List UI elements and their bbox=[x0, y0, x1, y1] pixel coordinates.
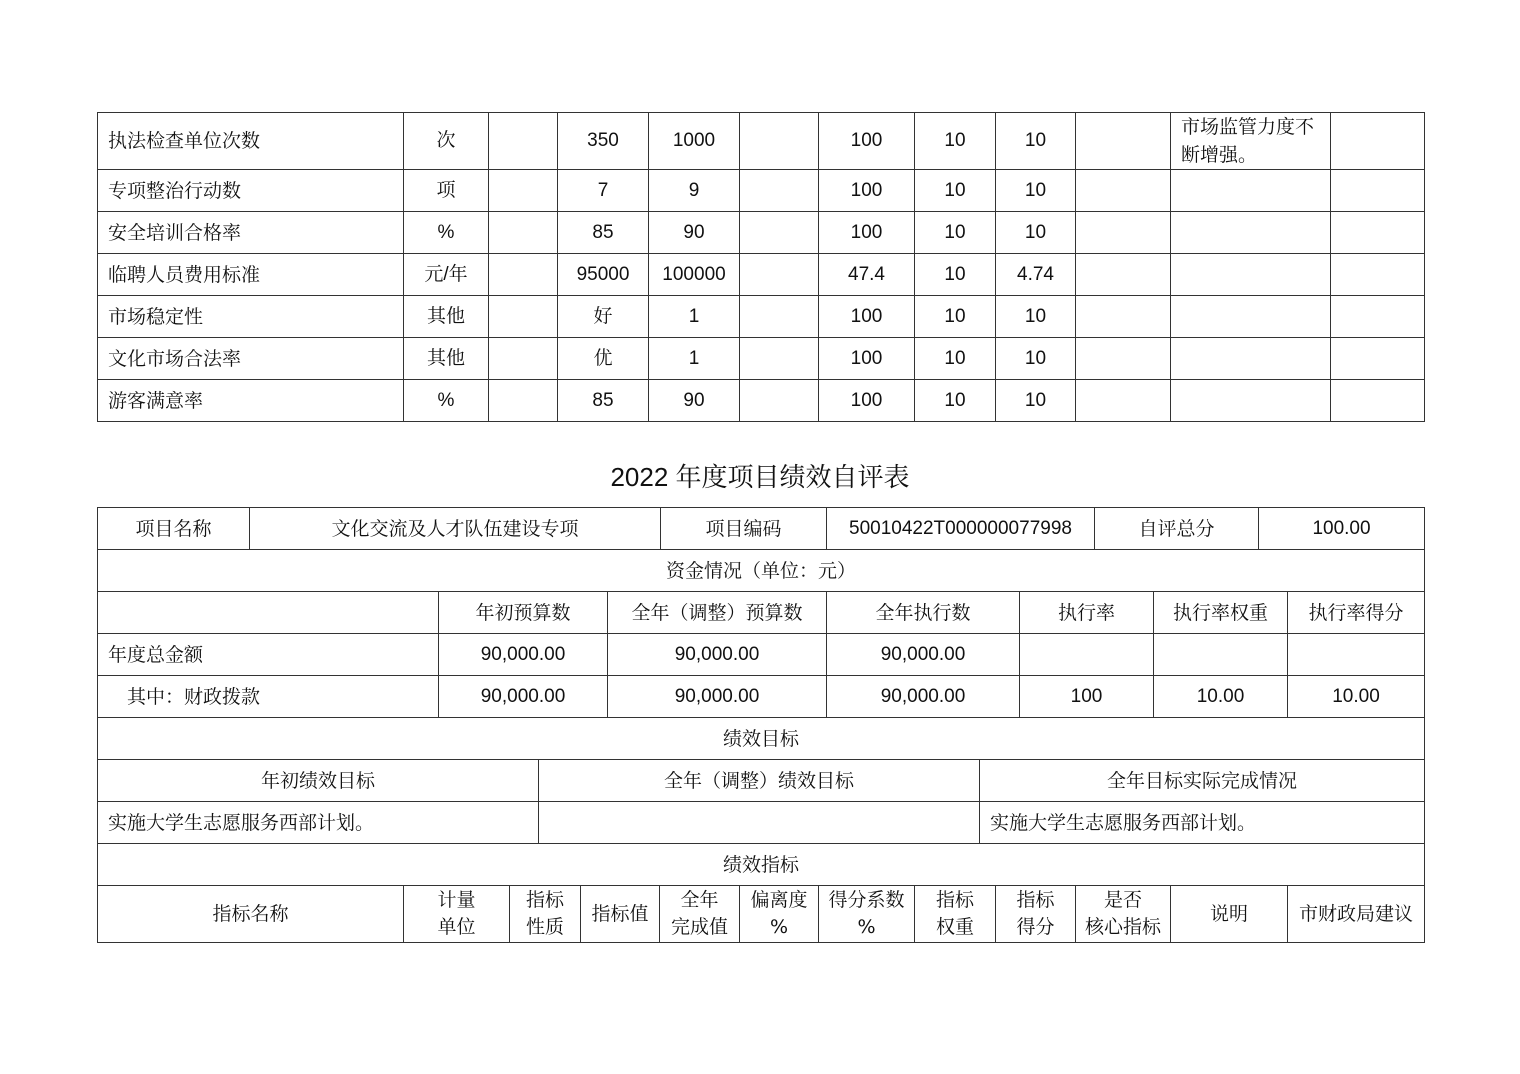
indicator-cell: 10 bbox=[915, 113, 996, 170]
indicator-cell: 9 bbox=[649, 170, 740, 212]
project-code: 50010422T000000077998 bbox=[827, 508, 1095, 550]
table-row bbox=[97, 295, 1425, 338]
project-info-row bbox=[97, 507, 1425, 550]
funds-column-header: 执行率 bbox=[1020, 592, 1154, 634]
funds-value bbox=[1288, 634, 1425, 676]
indicator-cell: 10 bbox=[915, 296, 996, 338]
indicator-cell: 100 bbox=[819, 296, 915, 338]
indicator-cell: 47.4 bbox=[819, 254, 915, 296]
indicator-name: 安全培训合格率 bbox=[98, 212, 404, 254]
indicator-cell bbox=[1171, 212, 1331, 254]
indicator-cell: 7 bbox=[558, 170, 649, 212]
indicator-cell: 85 bbox=[558, 380, 649, 422]
funds-value: 100 bbox=[1020, 676, 1154, 718]
indicator-cell: % bbox=[404, 380, 489, 422]
indicator-column-header: 得分系数 % bbox=[819, 886, 915, 943]
funds-column-header: 执行率权重 bbox=[1154, 592, 1288, 634]
funds-value: 90,000.00 bbox=[608, 676, 827, 718]
section-row bbox=[97, 717, 1425, 760]
table-row bbox=[97, 253, 1425, 296]
indicator-cell bbox=[489, 338, 558, 380]
goals-section-header: 绩效目标 bbox=[98, 718, 1425, 760]
indicator-name: 临聘人员费用标准 bbox=[98, 254, 404, 296]
funds-column-header: 执行率得分 bbox=[1288, 592, 1425, 634]
indicator-cell bbox=[1331, 254, 1425, 296]
indicator-cell bbox=[1076, 113, 1171, 170]
indicator-cell: 项 bbox=[404, 170, 489, 212]
indicator-cell bbox=[1171, 296, 1331, 338]
indicator-cell bbox=[489, 380, 558, 422]
table-row bbox=[97, 379, 1425, 422]
indicator-cell: 好 bbox=[558, 296, 649, 338]
indicator-cell bbox=[1076, 170, 1171, 212]
page-title: 2022 年度项目绩效自评表 bbox=[610, 462, 910, 492]
indicator-column-header: 指标值 bbox=[581, 886, 660, 943]
funds-row bbox=[97, 675, 1425, 718]
funds-column-header: 全年执行数 bbox=[827, 592, 1020, 634]
indicator-cell bbox=[1171, 380, 1331, 422]
funds-value bbox=[1020, 634, 1154, 676]
indicator-cell: 350 bbox=[558, 113, 649, 170]
indicator-cell: 1 bbox=[649, 338, 740, 380]
indicator-name: 游客满意率 bbox=[98, 380, 404, 422]
funds-column-header: 全年（调整）预算数 bbox=[608, 592, 827, 634]
goals-column-header: 全年（调整）绩效目标 bbox=[539, 760, 980, 802]
table-row bbox=[97, 112, 1425, 170]
goal-text: 实施大学生志愿服务西部计划。 bbox=[980, 802, 1425, 844]
section-row bbox=[97, 843, 1425, 886]
indicator-cell: 100 bbox=[819, 380, 915, 422]
indicator-cell bbox=[740, 212, 819, 254]
indicator-cell: % bbox=[404, 212, 489, 254]
funds-value: 10.00 bbox=[1288, 676, 1425, 718]
indicator-cell: 100000 bbox=[649, 254, 740, 296]
funds-column-header: 年初预算数 bbox=[439, 592, 608, 634]
goals-column-header: 年初绩效目标 bbox=[98, 760, 539, 802]
indicator-cell: 10 bbox=[915, 338, 996, 380]
indicator-cell: 10 bbox=[996, 380, 1076, 422]
funds-value: 10.00 bbox=[1154, 676, 1288, 718]
goal-text bbox=[539, 802, 980, 844]
goals-row bbox=[97, 801, 1425, 844]
indicator-cell bbox=[489, 170, 558, 212]
indicator-cell bbox=[489, 296, 558, 338]
indicator-cell bbox=[489, 113, 558, 170]
indicator-column-header: 说明 bbox=[1171, 886, 1288, 943]
indicator-cell: 10 bbox=[996, 212, 1076, 254]
indicator-cell: 1000 bbox=[649, 113, 740, 170]
indicator-cell bbox=[740, 296, 819, 338]
indicator-cell: 10 bbox=[915, 212, 996, 254]
indicator-column-header: 偏离度 % bbox=[740, 886, 819, 943]
indicator-cell: 1 bbox=[649, 296, 740, 338]
funds-value: 90,000.00 bbox=[439, 676, 608, 718]
indicator-cell bbox=[489, 212, 558, 254]
funds-header-row bbox=[97, 591, 1425, 634]
indicator-cell bbox=[1331, 296, 1425, 338]
funds-value: 90,000.00 bbox=[827, 634, 1020, 676]
indicator-cell: 90 bbox=[649, 380, 740, 422]
indicator-column-header: 指标 得分 bbox=[996, 886, 1076, 943]
indicator-cell bbox=[1076, 296, 1171, 338]
indicator-name: 专项整治行动数 bbox=[98, 170, 404, 212]
indicator-cell bbox=[740, 113, 819, 170]
indicator-cell: 10 bbox=[996, 170, 1076, 212]
indicator-cell: 10 bbox=[996, 338, 1076, 380]
indicator-cell: 10 bbox=[996, 296, 1076, 338]
goals-header-row bbox=[97, 759, 1425, 802]
indicator-column-header: 指标 权重 bbox=[915, 886, 996, 943]
section-row bbox=[97, 549, 1425, 592]
funds-section-header: 资金情况（单位：元） bbox=[98, 550, 1425, 592]
indicator-cell bbox=[1171, 338, 1331, 380]
indicator-cell bbox=[740, 170, 819, 212]
indicator-cell: 市场监管力度不断增强。 bbox=[1171, 113, 1331, 170]
indicator-cell: 100 bbox=[819, 338, 915, 380]
indicator-cell bbox=[1331, 170, 1425, 212]
indicator-cell: 10 bbox=[996, 113, 1076, 170]
indicator-cell: 10 bbox=[915, 170, 996, 212]
indicator-cell: 10 bbox=[915, 380, 996, 422]
indicator-cell: 其他 bbox=[404, 338, 489, 380]
indicator-cell bbox=[1171, 170, 1331, 212]
indicator-cell: 100 bbox=[819, 212, 915, 254]
indicator-cell bbox=[1331, 338, 1425, 380]
funds-value: 90,000.00 bbox=[439, 634, 608, 676]
funds-column-header bbox=[98, 592, 439, 634]
indicator-cell bbox=[1076, 254, 1171, 296]
indicator-cell: 4.74 bbox=[996, 254, 1076, 296]
indicator-column-header: 计量 单位 bbox=[404, 886, 510, 943]
project-score-label: 自评总分 bbox=[1095, 508, 1259, 550]
indicator-cell: 其他 bbox=[404, 296, 489, 338]
indicator-cell bbox=[740, 338, 819, 380]
indicator-table-continued bbox=[97, 113, 1424, 422]
funds-value bbox=[1154, 634, 1288, 676]
indicator-cell: 90 bbox=[649, 212, 740, 254]
table-row bbox=[97, 169, 1425, 212]
table-row bbox=[97, 337, 1425, 380]
indicator-column-header: 市财政局建议 bbox=[1288, 886, 1425, 943]
indicator-cell bbox=[1076, 380, 1171, 422]
indicator-column-header: 全年 完成值 bbox=[660, 886, 740, 943]
indicator-cell bbox=[1331, 380, 1425, 422]
indicator-cell bbox=[1171, 254, 1331, 296]
indicator-column-header: 指标 性质 bbox=[510, 886, 581, 943]
indicator-cell: 10 bbox=[915, 254, 996, 296]
indicators-header-row bbox=[97, 885, 1425, 943]
project-name: 文化交流及人才队伍建设专项 bbox=[250, 508, 661, 550]
indicator-name: 执法检查单位次数 bbox=[98, 113, 404, 170]
indicator-cell: 100 bbox=[819, 170, 915, 212]
project-code-label: 项目编码 bbox=[661, 508, 827, 550]
funds-row bbox=[97, 633, 1425, 676]
indicator-cell: 元/年 bbox=[404, 254, 489, 296]
indicator-cell bbox=[489, 254, 558, 296]
indicator-column-header: 是否 核心指标 bbox=[1076, 886, 1171, 943]
indicators-section-header: 绩效指标 bbox=[98, 844, 1425, 886]
indicator-name: 文化市场合法率 bbox=[98, 338, 404, 380]
funds-value: 90,000.00 bbox=[827, 676, 1020, 718]
indicator-cell: 95000 bbox=[558, 254, 649, 296]
indicator-cell: 100 bbox=[819, 113, 915, 170]
funds-row-label: 年度总金额 bbox=[98, 634, 439, 676]
indicator-column-header: 指标名称 bbox=[98, 886, 404, 943]
table-row bbox=[97, 211, 1425, 254]
indicator-cell bbox=[1331, 212, 1425, 254]
indicator-cell: 85 bbox=[558, 212, 649, 254]
funds-value: 90,000.00 bbox=[608, 634, 827, 676]
indicator-cell bbox=[1331, 113, 1425, 170]
indicator-cell bbox=[1076, 212, 1171, 254]
indicator-cell bbox=[740, 380, 819, 422]
project-name-label: 项目名称 bbox=[98, 508, 250, 550]
project-score: 100.00 bbox=[1259, 508, 1425, 550]
funds-row-label: 其中：财政拨款 bbox=[98, 676, 439, 718]
indicator-name: 市场稳定性 bbox=[98, 296, 404, 338]
indicator-cell bbox=[740, 254, 819, 296]
goals-column-header: 全年目标实际完成情况 bbox=[980, 760, 1425, 802]
indicator-cell: 优 bbox=[558, 338, 649, 380]
indicator-cell bbox=[1076, 338, 1171, 380]
goal-text: 实施大学生志愿服务西部计划。 bbox=[98, 802, 539, 844]
self-evaluation-table bbox=[97, 508, 1424, 943]
indicator-cell: 次 bbox=[404, 113, 489, 170]
